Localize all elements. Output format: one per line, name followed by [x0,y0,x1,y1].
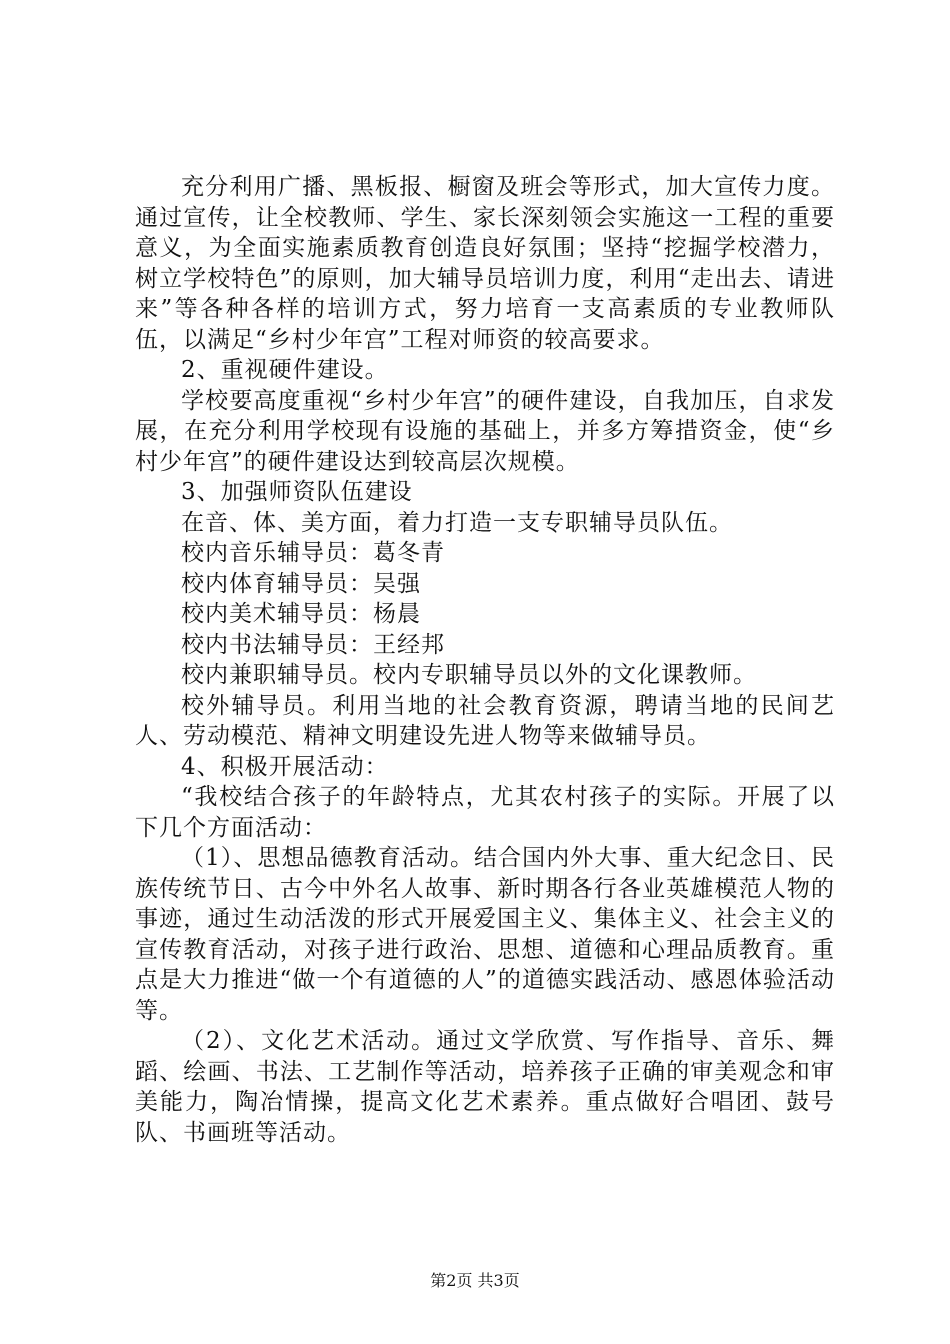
document-body [135,172,835,1148]
list-item: 校内美术辅导员：杨晨 [181,601,421,627]
paragraph: “我校结合孩子的年龄特点，尤其农村孩子的实际。开展了以下几个方面活动： [135,784,835,841]
list-item: 校内音乐辅导员：葛冬青 [181,540,445,566]
section-heading: 4、积极开展活动： [181,753,389,780]
list-item: 校内体育辅导员：吴强 [181,570,421,597]
paragraph: （1）、思想品德教育活动。结合国内外大事、重大纪念日、民族传统节日、古今中外名人故事、新时期各行各业英雄模范人物的事迹，通过生动活泼的形式开展爱国主义、集体主义、社会主义的宣传教育活动，对孩子进行政治、思想、道德和心理品质教育。重点是大力推进“做一个有道德的人”的道德实践活动、感恩体验活动等。 [135,845,835,1024]
list-item: 校内书法辅导员：王经邦 [181,631,445,658]
paragraph: （2）、文化艺术活动。通过文学欣赏、写作指导、音乐、舞蹈、绘画、书法、工艺制作等活动，培养孩子正确的审美观念和审美能力，陶冶情操，提高文化艺术素养。重点做好合唱团、鼓号队、书画班等活动。 [135,1028,835,1146]
paragraph: 校外辅导员。利用当地的社会教育资源，聘请当地的民间艺人、劳动模范、精神文明建设先进人物等来做辅导员。 [135,692,835,749]
paragraph: 校内兼职辅导员。校内专职辅导员以外的文化课教师。 [181,662,757,688]
paragraph: 充分利用广播、黑板报、橱窗及班会等形式，加大宣传力度。通过宣传，让全校教师、学生、家长深刻领会实施这一工程的重要意义，为全面实施素质教育创造良好氛围；坚持“挖掘学校潜力，树立学校特色”的原则，加大辅导员培训力度，利用“走出去、请进来”等各种各样的培训方式，努力培育一支高素质的专业教师队伍，以满足“乡村少年宫”工程对师资的较高要求。 [135,174,835,353]
page-footer: 第2页 共3页 [430,1271,520,1290]
section-heading: 2、重视硬件建设。 [181,357,389,383]
section-heading: 3、加强师资队伍建设 [181,479,413,505]
paragraph: 学校要高度重视“乡村少年宫”的硬件建设，自我加压，自求发展，在充分利用学校现有设施的基础上，并多方筹措资金，使“乡村少年宫”的硬件建设达到较高层次规模。 [135,387,835,475]
paragraph: 在音、体、美方面，着力打造一支专职辅导员队伍。 [181,509,733,536]
